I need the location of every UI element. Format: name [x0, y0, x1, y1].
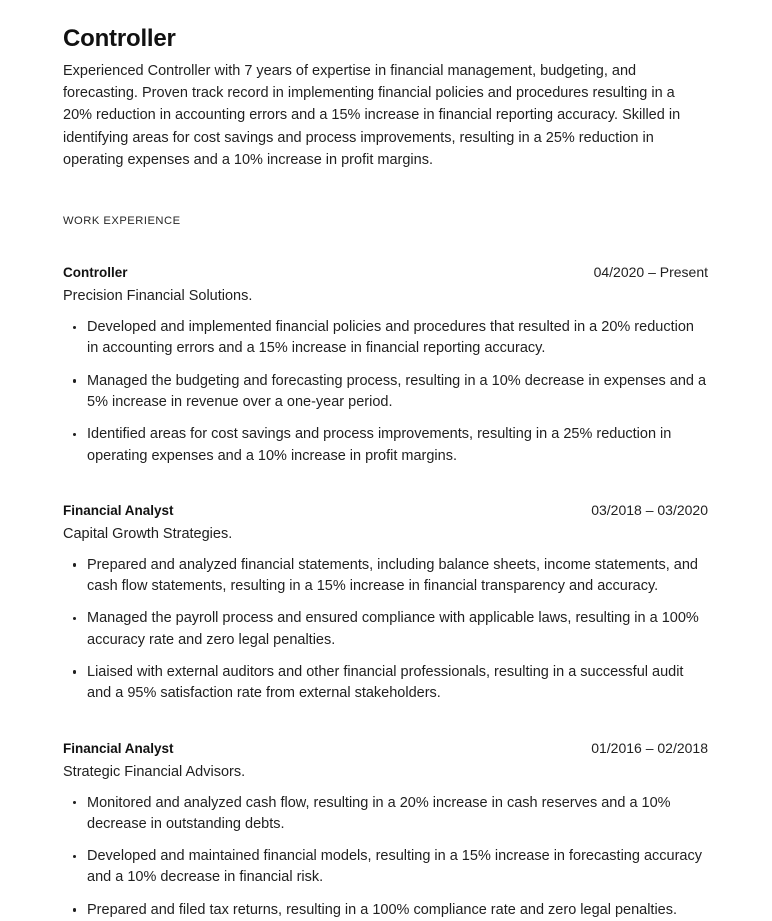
list-item-text: Liaised with external auditors and other financial professionals, resulting in a successful audit and a 95% satisfaction rate from external stakeholders.: [87, 663, 684, 702]
list-item: [63, 317, 708, 360]
work-experience-entry: [63, 739, 708, 921]
bullet-dot-icon: [73, 563, 76, 566]
list-item-text: Monitored and analyzed cash flow, resulting in a 20% increase in cash reserves and a 10% decrease in outstanding debts.: [87, 794, 671, 832]
job-title: Controller: [63, 265, 128, 281]
bullet-dot-icon: [73, 670, 76, 673]
list-item: [63, 662, 708, 705]
list-item: [63, 608, 708, 651]
list-item: [63, 846, 708, 889]
job-date-range: 03/2018 – 03/2020: [591, 501, 708, 518]
list-item-text: Managed the budgeting and forecasting process, resulting in a 10% decrease in expenses and a 5% increase in revenue over a one-year period.: [87, 372, 707, 410]
job-title: Financial Analyst: [63, 740, 174, 756]
list-item-text: Identified areas for cost savings and process improvements, resulting in a 25% reduction in operating expenses and a 10% increase in profit margins.: [87, 426, 672, 464]
bullet-dot-icon: [73, 433, 76, 436]
bullet-dot-icon: [73, 801, 76, 804]
section-header-work-experience: WORK EXPERIENCE: [63, 215, 181, 228]
list-item-text: Managed the payroll process and ensured compliance with applicable laws, resulting in a 100% accuracy rate and zero legal penalties.: [87, 610, 699, 648]
job-achievement-list: [63, 793, 708, 921]
list-item: [63, 793, 708, 836]
bullet-dot-icon: [73, 326, 76, 329]
list-item-text: Prepared and analyzed financial statements, including balance sheets, income statements, and cash flow statements, resulting in a 15% increase in financial transparency and accuracy.: [87, 556, 698, 595]
page-title: Controller: [63, 25, 176, 52]
job-header-row: [63, 501, 708, 520]
job-company: Precision Financial Solutions.: [63, 288, 253, 305]
bullet-dot-icon: [73, 379, 76, 382]
list-item: [63, 424, 708, 467]
list-item: [63, 900, 708, 921]
job-achievement-list: [63, 555, 708, 705]
job-date-range: 01/2016 – 02/2018: [591, 739, 708, 756]
job-date-range: 04/2020 – Present: [593, 264, 708, 281]
list-item: [63, 371, 708, 414]
list-item-text: Developed and implemented financial policies and procedures that resulted in a 20% reduction in accounting errors and a 15% increase in financial reporting accuracy.: [87, 319, 694, 357]
bullet-dot-icon: [73, 617, 76, 620]
list-item: [63, 555, 708, 598]
list-item-text: Developed and maintained financial models, resulting in a 15% increase in forecasting accuracy and a 10% decrease in financial risk.: [87, 848, 702, 886]
job-company: Strategic Financial Advisors.: [63, 763, 246, 780]
job-title: Financial Analyst: [63, 502, 174, 518]
bullet-dot-icon: [73, 855, 76, 858]
work-experience-entry: [63, 501, 708, 705]
job-header-row: [63, 739, 708, 758]
job-header-row: [63, 263, 708, 282]
job-company: Capital Growth Strategies.: [63, 525, 233, 542]
list-item-text: Prepared and filed tax returns, resulting in a 100% compliance rate and zero legal penalties.: [87, 901, 678, 918]
bullet-dot-icon: [73, 908, 76, 911]
work-experience-entry: [63, 263, 708, 467]
job-achievement-list: [63, 317, 708, 467]
professional-summary: Experienced Controller with 7 years of expertise in financial management, budgeting, and forecasting. Proven track record in implementing financial policies and procedures resulting in a 20% reduction in accounting errors and a 15% increase in financial reporting accuracy. Skilled in identifying areas for cost savings and process improvements, resulting in a 25% reduction in operating expenses and a 10% increase in profit margins.: [63, 63, 681, 168]
